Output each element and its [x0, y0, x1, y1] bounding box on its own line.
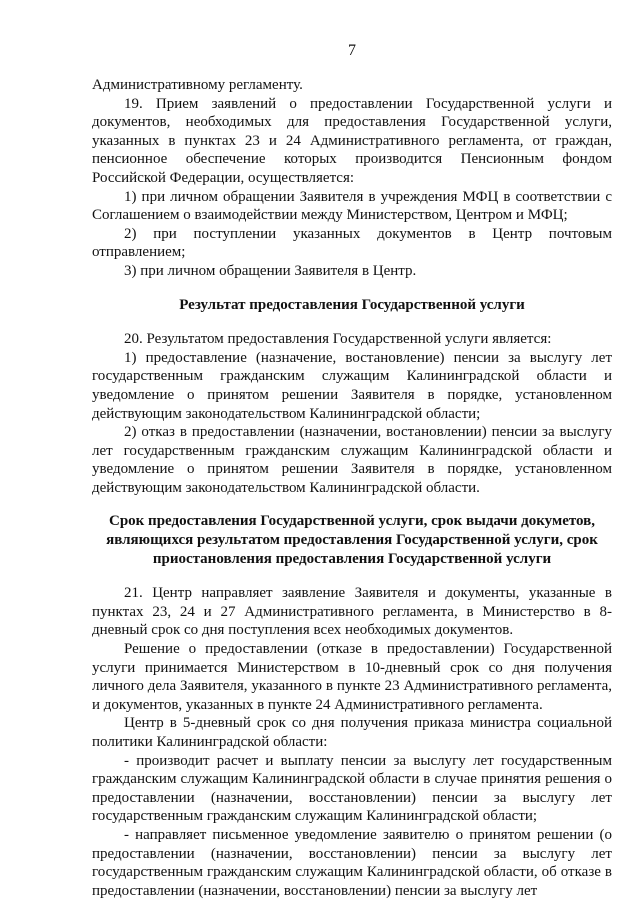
list-item-notification: - направляет письменное уведомление заявителю о принятом решении (о предоставлении (назначении, восстановлении) пенсии за выслугу лет государственным гражданским служащим Калининградской области, об отказе в предоставлении (назначении, восстановлении) пенсии за выслугу лет: [92, 826, 612, 899]
paragraph-20: 20. Результатом предоставления Государственной услуги является:: [124, 331, 552, 348]
paragraph-19: 19. Прием заявлений о предоставлении Государственной услуги и документов, необходимых для предоставления Государственной услуги, указанных в пунктах 23 и 24 Административного регламента, от граждан, пенсионное обеспечение которых производится Пенсионным фондом Российской Федерации, осуществляется:: [92, 95, 612, 186]
paragraph-center-duties: Центр в 5-дневный срок со дня получения приказа министра социальной политики Калининградской области:: [92, 715, 612, 750]
list-item-19-3: 3) при личном обращении Заявителя в Центр.: [124, 262, 417, 279]
section-heading-deadlines: Срок предоставления Государственной услуги, срок выдачи докуметов, являющихся результатом предоставления Государственной услуги, срок приостановления предоставления Государственной услуги: [106, 513, 598, 567]
list-item-20-2: 2) отказ в предоставлении (назначении, востановлении) пенсии за выслугу лет государственным гражданским служащим Калининградской области и уведомление о принятом решении Заявителя в порядке, установленном действующим законодательством Калининградской области.: [92, 424, 612, 496]
page-number: 7: [348, 42, 356, 59]
list-item-19-2: 2) при поступлении указанных документов в Центр почтовым отправлением;: [92, 225, 612, 261]
list-item-payment: - производит расчет и выплату пенсии за выслугу лет государственным гражданским служащим Калининградской области в случае принятия решения о предоставлении (назначении, восстановлении) пенсии за выслугу лет государственным гражданским служащим Калининградской области;: [92, 752, 612, 825]
section-heading-result: Результат предоставления Государственной услуги: [179, 296, 525, 313]
paragraph-decision: Решение о предоставлении (отказе в предоставлении) Государственной услуги принимается Министерством в 10-дневный срок со дня получения личного дела Заявителя, указанного в пункте 23 Административного регламента, и документов, указанных в пункте 24 Административного регламента.: [92, 641, 612, 713]
paragraph-continuation: Административному регламенту.: [92, 77, 303, 93]
document-body: [92, 76, 612, 900]
list-item-19-1: 1) при личном обращении Заявителя в учреждения МФЦ в соответствии с Соглашением о взаимодействии между Министерством, Центром и МФЦ;: [92, 188, 612, 224]
list-item-20-1: 1) предоставление (назначение, востановление) пенсии за выслугу лет государственным гражданским служащим Калининградской области и уведомление о принятом решении Заявителя в порядке, установленном действующим законодательством Калининградской области;: [92, 349, 612, 422]
paragraph-21: 21. Центр направляет заявление Заявителя и документы, указанные в пунктах 23, 24 и 27 Административного регламента, в Министерство в 8-дневный срок со дня поступления всех необходимых документов.: [92, 585, 612, 639]
